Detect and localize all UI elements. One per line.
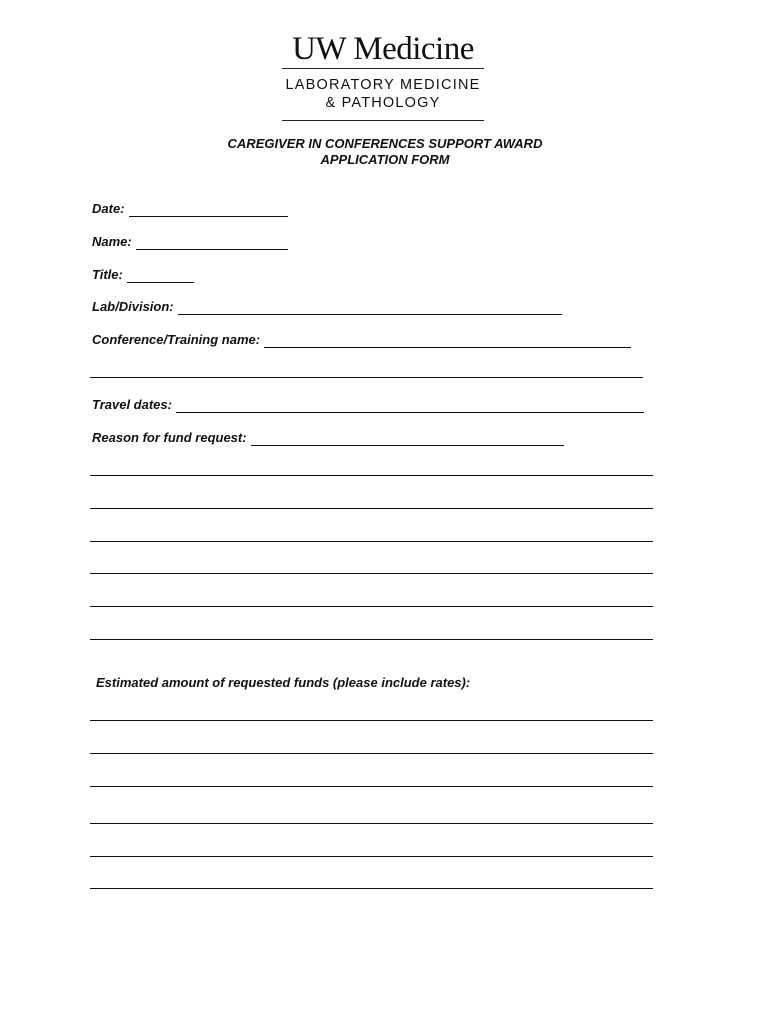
reason-line[interactable] — [90, 573, 653, 574]
lab-division-blank[interactable] — [178, 302, 562, 315]
date-label: Date: — [92, 201, 125, 216]
travel-dates-blank[interactable] — [176, 400, 644, 413]
estimated-funds-line[interactable] — [90, 888, 653, 889]
logo-department-line2: & PATHOLOGY — [325, 95, 441, 111]
name-blank[interactable] — [136, 237, 288, 250]
form-title-line2: APPLICATION FORM — [320, 152, 450, 167]
estimated-funds-line[interactable] — [90, 753, 653, 754]
estimated-funds-line[interactable] — [90, 786, 653, 787]
travel-dates-label: Travel dates: — [92, 397, 172, 412]
uw-medicine-logo — [280, 30, 486, 121]
reason-line[interactable] — [90, 541, 653, 542]
name-label: Name: — [92, 234, 132, 249]
title-blank[interactable] — [127, 270, 194, 283]
conference-label: Conference/Training name: — [92, 332, 261, 347]
title-field[interactable] — [92, 267, 194, 283]
estimated-funds-line[interactable] — [90, 856, 653, 857]
logo-department-line1: LABORATORY MEDICINE — [285, 77, 481, 93]
reason-label: Reason for fund request: — [92, 430, 247, 445]
date-blank[interactable] — [129, 204, 288, 217]
travel-dates-field[interactable] — [92, 397, 644, 413]
conference-field[interactable] — [92, 332, 631, 348]
estimated-funds-line[interactable] — [90, 823, 653, 824]
estimated-funds-line[interactable] — [90, 720, 653, 721]
conference-blank-line2[interactable] — [90, 377, 643, 378]
reason-line[interactable] — [90, 508, 653, 509]
title-label: Title: — [92, 267, 123, 282]
estimated-funds-label: Estimated amount of requested funds (please include rates): — [96, 675, 471, 690]
logo-divider-bottom — [282, 120, 484, 121]
conference-blank[interactable] — [264, 335, 631, 348]
reason-line[interactable] — [90, 606, 653, 607]
logo-divider — [282, 68, 484, 69]
lab-division-label: Lab/Division: — [92, 299, 174, 314]
date-field[interactable] — [92, 201, 288, 217]
reason-line[interactable] — [90, 475, 653, 476]
name-field[interactable] — [92, 234, 288, 250]
reason-field[interactable] — [92, 430, 564, 446]
lab-division-field[interactable] — [92, 299, 562, 315]
form-title-line1: CAREGIVER IN CONFERENCES SUPPORT AWARD — [227, 136, 543, 151]
reason-blank[interactable] — [251, 433, 564, 446]
reason-line[interactable] — [90, 639, 653, 640]
logo-brand: UW Medicine — [292, 31, 474, 67]
